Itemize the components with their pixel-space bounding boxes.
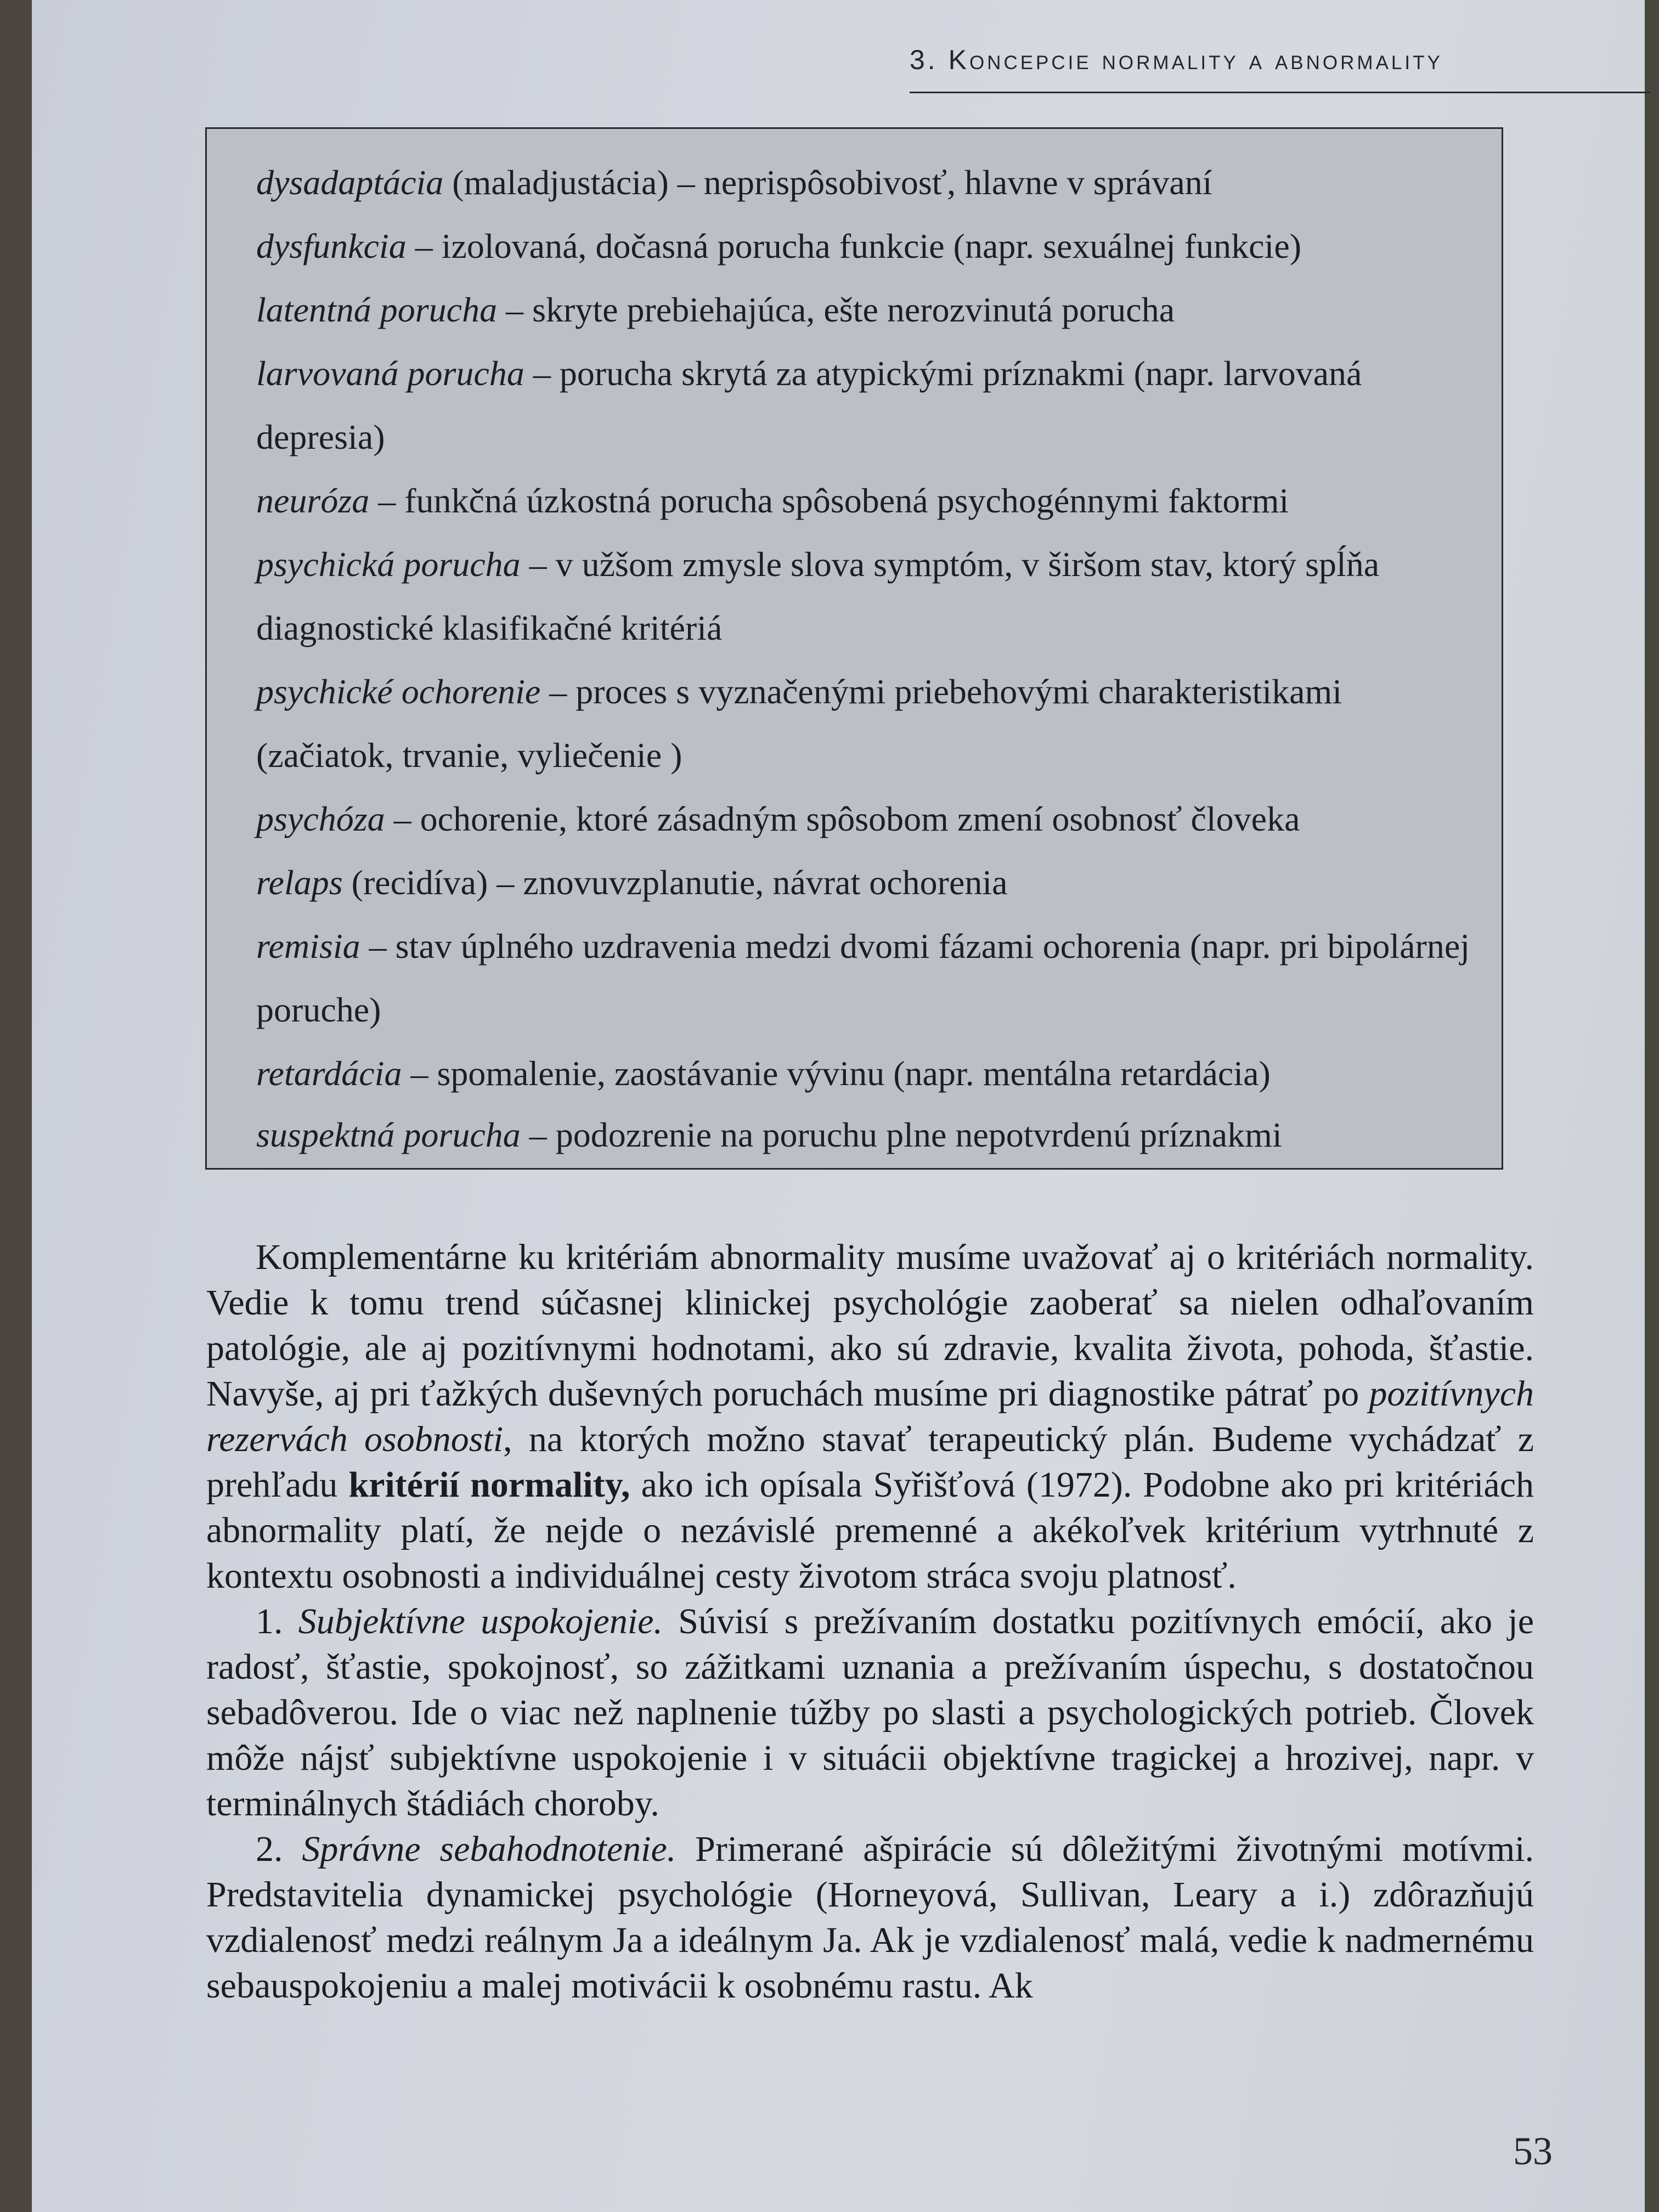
bold-text: kritérií normality,	[348, 1465, 630, 1505]
paragraph	[206, 1234, 1534, 1599]
glossary-term: suspektná porucha	[256, 1115, 521, 1154]
emphasis-text: Subjektívne uspokojenie.	[298, 1601, 663, 1641]
item-number: 2.	[256, 1829, 302, 1869]
glossary-term: remisia	[256, 927, 360, 966]
glossary-definition: – skryte prebiehajúca, ešte nerozvinutá porucha	[497, 290, 1175, 329]
glossary-term: psychóza	[256, 799, 385, 838]
glossary-entry	[256, 787, 1474, 851]
glossary-definition: – proces s vyznačenými priebehovými charakteristikami (začiatok, trvanie, vyliečenie )	[256, 672, 1342, 775]
glossary-definition: – v užšom zmysle slova symptóm, v širšom stav, ktorý spĺňa diagnostické klasifikačné kritériá	[256, 545, 1380, 647]
glossary-definition: – spomalenie, zaostávanie vývinu (napr. mentálna retardácia)	[402, 1054, 1271, 1093]
paragraph-text: Súvisí s prežívaním dostatku pozitívnych emócií, ako je radosť, šťastie, spokojnosť, so zážitkami uznania a prežívaním úspechu, s dostatočnou sebadôverou. Ide o viac než naplnenie túžby po slasti a psychologických potrieb. Človek môže nájsť subjektívne uspokojenie i v situácii objektívne tragickej a hrozivej, napr. v terminálnych štádiách choroby.	[206, 1601, 1534, 1824]
glossary-term: dysadaptácia	[256, 163, 444, 202]
running-title: 3. Koncepcie normality a abnormality	[910, 44, 1443, 75]
glossary-box	[205, 127, 1503, 1170]
glossary-entry	[256, 1103, 1474, 1167]
glossary-entry	[256, 851, 1474, 915]
glossary-entry	[256, 1042, 1474, 1105]
glossary-entry	[256, 342, 1474, 469]
glossary-definition: – porucha skrytá za atypickými príznakmi (napr. larvovaná depresia)	[256, 354, 1362, 456]
body-text	[206, 1234, 1534, 2008]
glossary-term: psychická porucha	[256, 545, 521, 584]
glossary-entry	[256, 215, 1474, 278]
glossary-entry	[256, 151, 1474, 215]
glossary-entry	[256, 915, 1474, 1042]
glossary-term: dysfunkcia	[256, 227, 407, 266]
glossary-definition: (maladjustácia) – neprispôsobivosť, hlavne v správaní	[443, 163, 1212, 202]
running-header	[877, 41, 1656, 101]
item-number: 1.	[256, 1601, 298, 1641]
glossary-entry	[256, 660, 1474, 787]
paragraph	[206, 1826, 1534, 2008]
glossary-definition: – ochorenie, ktoré zásadným spôsobom zmení osobnosť človeka	[385, 799, 1300, 838]
glossary-entry	[256, 469, 1474, 533]
book-page	[32, 0, 1645, 2212]
glossary-term: retardácia	[256, 1054, 402, 1093]
paragraph-text: , na ktorých možno stavať terapeutický plán. Budeme vychádzať z prehľadu	[206, 1419, 1534, 1505]
paragraph-text: Komplementárne ku kritériám abnormality musíme uvažovať aj o kritériách normality. Vedie k tomu trend súčasnej klinickej psychológie zaoberať sa nielen odhaľovaním patológie, ale aj pozitívnymi hodnotami, ako sú zdravie, kvalita života, pohoda, šťastie. Navyše, aj pri ťažkých duševných poruchách musíme pri diagnostike pátrať po	[206, 1237, 1534, 1414]
glossary-entry	[256, 278, 1474, 342]
page-number: 53	[1513, 2129, 1553, 2173]
glossary-term: neuróza	[256, 481, 370, 520]
paragraph-text: Primerané ašpirácie sú dôležitými životnými motívmi. Predstavitelia dynamickej psychológie (Horneyová, Sullivan, Leary a i.) zdôrazňujú vzdialenosť medzi reálnym Ja a ideálnym Ja. Ak je vzdialenosť malá, vedie k nadmernému sebauspokojeniu a malej motivácii k osobnému rastu. Ak	[206, 1829, 1534, 2006]
emphasis-text: pozitívnych rezervách osobnosti	[206, 1374, 1534, 1459]
glossary-definition: – funkčná úzkostná porucha spôsobená psychogénnymi faktormi	[369, 481, 1289, 520]
glossary-entry	[256, 533, 1474, 660]
glossary-definition: – podozrenie na poruchu plne nepotvrdenú príznakmi	[520, 1115, 1282, 1154]
glossary-term: relaps	[256, 863, 343, 902]
emphasis-text: Správne sebahodnotenie.	[302, 1829, 676, 1869]
glossary-term: latentná porucha	[256, 290, 498, 329]
glossary-definition: – stav úplného uzdravenia medzi dvomi fázami ochorenia (napr. pri bipolárnej poruche)	[256, 927, 1470, 1029]
glossary-definition: – izolovaná, dočasná porucha funkcie (napr. sexuálnej funkcie)	[406, 227, 1302, 266]
paragraph-text: ako ich opísala Syřišťová (1972). Podobne ako pri kritériách abnormality platí, že nejde o nezávislé premenné a akékoľvek kritérium vytrhnuté z kontextu osobnosti a individuálnej cesty životom stráca svoju platnosť.	[206, 1465, 1534, 1596]
glossary-term: larvovaná porucha	[256, 354, 524, 393]
paragraph	[206, 1599, 1534, 1826]
header-rule	[910, 92, 1650, 93]
glossary-definition: (recidíva) – znovuvzplanutie, návrat ochorenia	[342, 863, 1008, 902]
glossary-term: psychické ochorenie	[256, 672, 541, 711]
